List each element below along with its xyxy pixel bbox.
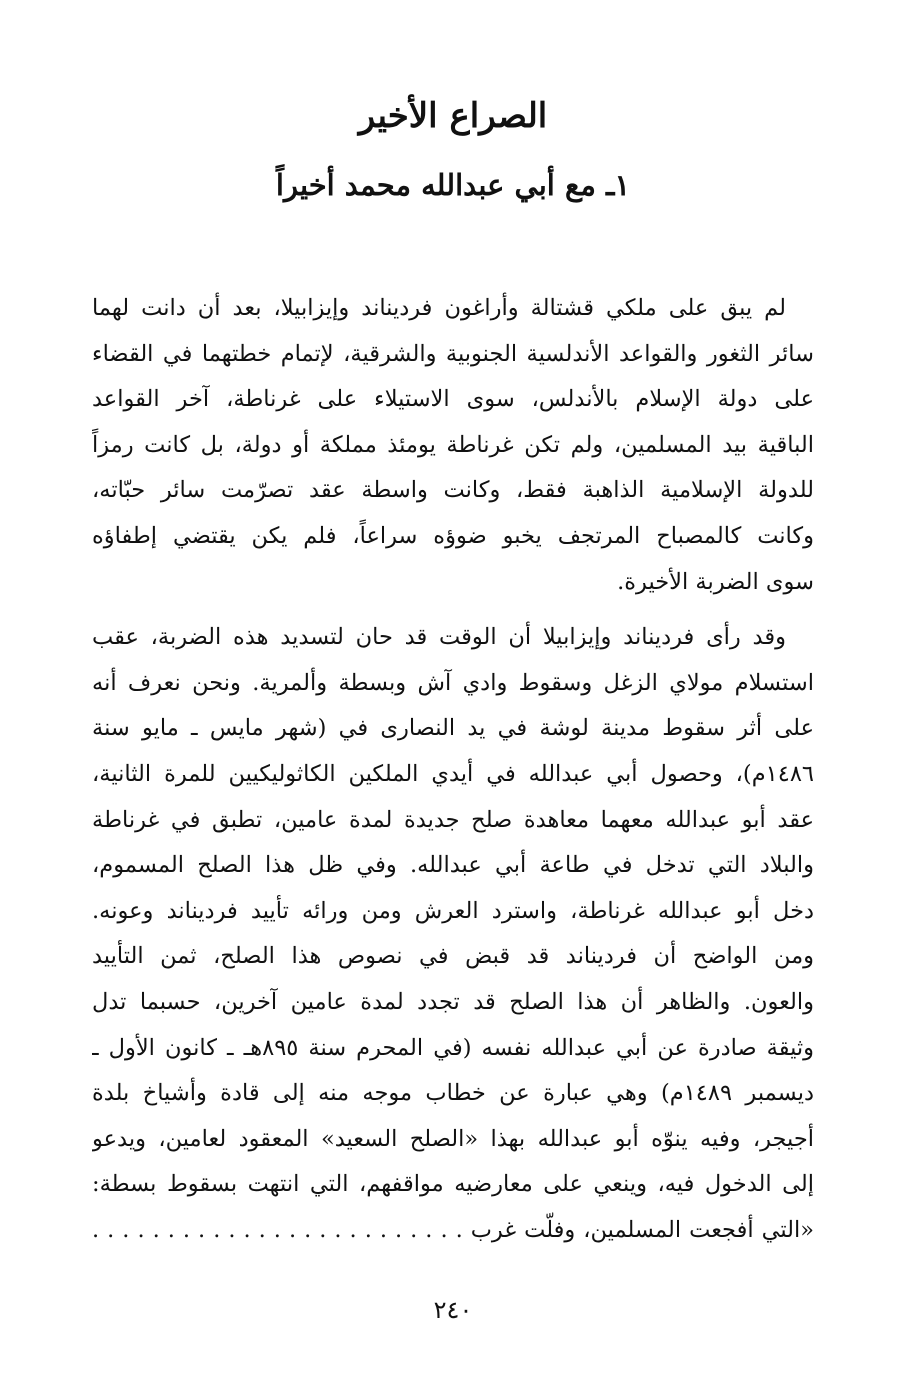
text-line: على أثر سقوط مدينة لوشة في يد النصارى في (شهر مايس ـ مايو سنة (92, 715, 814, 742)
paragraph-gap (92, 605, 814, 615)
chapter-title: الصراع الأخير (358, 96, 548, 136)
text-line: على دولة الإسلام بالأندلس، سوى الاستيلاء على غرناطة، آخر القواعد (92, 386, 814, 413)
body-text (92, 286, 814, 1253)
paragraph-2 (92, 615, 814, 1253)
page-number: ٢٤٠ (433, 1296, 473, 1324)
text-line: «التي أفجعت المسلمين، وفلّت غرب . . . . . . . . . . . . . . . . . . . . . . . . . (92, 1216, 814, 1243)
text-line: عقد أبو عبدالله معهما معاهدة صلح جديدة لمدة عامين، تطبق في غرناطة (92, 806, 814, 833)
text-line: سوى الضربة الأخيرة. (617, 568, 814, 595)
text-line: للدولة الإسلامية الذاهبة فقط، وكانت واسطة عقد تصرّمت سائر حبّاته، (92, 477, 814, 504)
text-line: وقد رأى فرديناند وإيزابيلا أن الوقت قد حان لتسديد هذه الضربة، عقب (92, 624, 786, 651)
text-line: وكانت كالمصباح المرتجف يخبو ضوؤه سراعاً، فلم يكن يقتضي إطفاؤه (92, 522, 814, 549)
book-page (92, 0, 814, 1377)
text-line: والبلاد التي تدخل في طاعة أبي عبدالله. وفي ظل هذا الصلح المسموم، (92, 852, 814, 879)
text-line: دخل أبو عبدالله غرناطة، واسترد العرش ومن ورائه تأييد فرديناند وعونه. (92, 897, 814, 924)
text-line: ١٤٨٦م)، وحصول أبي عبدالله في أيدي الملكين الكاثوليكيين للمرة الثانية، (92, 760, 814, 787)
section-title: ١ـ مع أبي عبدالله محمد أخيراً (275, 168, 631, 202)
text-line: ومن الواضح أن فرديناند قد قبض في نصوص هذا الصلح، ثمن التأييد (92, 943, 814, 970)
text-line: سائر الثغور والقواعد الأندلسية الجنوبية والشرقية، لإتمام خطتهما في القضاء (92, 340, 814, 367)
text-line: ديسمبر ١٤٨٩م) وهي عبارة عن خطاب موجه منه إلى قادة وأشياخ بلدة (92, 1080, 814, 1107)
text-line: وثيقة صادرة عن أبي عبدالله نفسه (في المحرم سنة ٨٩٥هـ ـ كانون الأول ـ (92, 1034, 814, 1061)
text-line: والعون. والظاهر أن هذا الصلح قد تجدد لمدة عامين آخرين، حسبما تدل (92, 988, 814, 1015)
text-line: لم يبق على ملكي قشتالة وأراغون فرديناند وإيزابيلا، بعد أن دانت لهما (92, 295, 786, 321)
text-line: الباقية بيد المسلمين، ولم تكن غرناطة يومئذ مملكة أو دولة، بل كانت رمزاً (92, 431, 814, 458)
text-line: استسلام مولاي الزغل وسقوط وادي آش وبسطة وألمرية. ونحن نعرف أنه (92, 669, 814, 696)
text-line: أجيجر، وفيه ينوّه أبو عبدالله بهذا «الصلح السعيد» المعقود لعامين، ويدعو (92, 1125, 814, 1152)
text-line: إلى الدخول فيه، وينعي على معارضيه مواقفهم، التي انتهت بسقوط بسطة: (92, 1171, 814, 1198)
paragraph-1 (92, 286, 814, 605)
